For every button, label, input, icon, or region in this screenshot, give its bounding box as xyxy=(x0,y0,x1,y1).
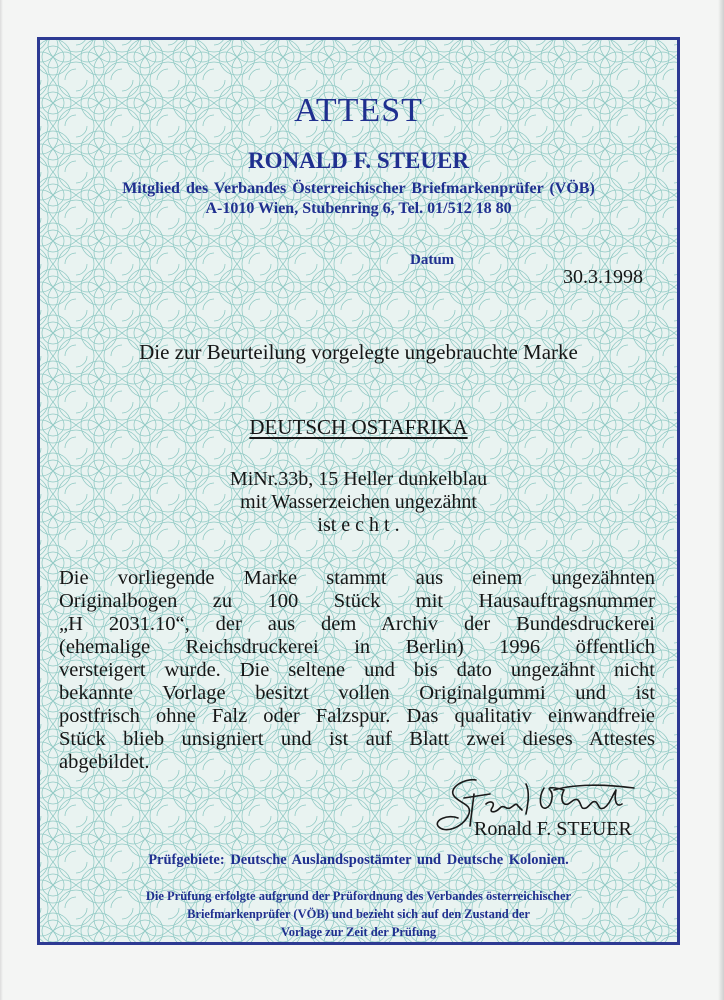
stamp-verdict: ist e c h t . xyxy=(317,514,400,536)
stamp-watermark-line: mit Wasserzeichen ungezähnt xyxy=(240,491,477,513)
certificate-content xyxy=(40,40,677,942)
footer-note-line: Vorlage zur Zeit der Prüfung xyxy=(280,925,437,939)
body-line: „H 2031.10“, der aus dem Archiv der Bundesdruckerei xyxy=(59,613,655,635)
association-line: Mitglied des Verbandes Österreichischer Briefmarkenprüfer (VÖB) xyxy=(122,180,595,197)
issuer-name: RONALD F. STEUER xyxy=(248,148,469,173)
body-line: versteigert wurde. Die seltene und bis dato ungezähnt nicht xyxy=(59,659,655,681)
stamp-country: DEUTSCH OSTAFRIKA xyxy=(249,415,468,439)
address-line: A-1010 Wien, Stubenring 6, Tel. 01/512 18 80 xyxy=(205,200,512,217)
body-line: bekannte Vorlage besitzt vollen Originalgummi und ist xyxy=(59,682,655,704)
date-value: 30.3.1998 xyxy=(563,266,643,288)
footer-note-line: Briefmarkenprüfer (VÖB) und bezieht sich auf den Zustand der xyxy=(187,907,530,921)
certificate-frame xyxy=(37,37,680,945)
intro-sentence: Die zur Beurteilung vorgelegte ungebrauchte Marke xyxy=(139,340,578,364)
body-line: abgebildet. xyxy=(59,751,150,773)
testing-areas: Prüfgebiete: Deutsche Auslandspostämter und Deutsche Kolonien. xyxy=(148,852,569,868)
body-line: postfrisch ohne Falz oder Falzspur. Das qualitativ einwandfreie xyxy=(59,705,655,727)
body-line: Die vorliegende Marke stammt aus einem ungezähnten xyxy=(59,567,655,589)
body-line: (ehemalige Reichsdruckerei in Berlin) 1996 öffentlich xyxy=(59,636,655,658)
body-line: Originalbogen zu 100 Stück mit Hausauftragsnummer xyxy=(59,590,655,612)
certificate-title: ATTEST xyxy=(294,92,423,129)
certificate-body xyxy=(59,567,655,774)
body-line: Stück blieb unsigniert und ist auf Blatt zwei dieses Attestes xyxy=(59,728,655,750)
date-label: Datum xyxy=(410,252,455,268)
stamp-catalogue-line: MiNr.33b, 15 Heller dunkelblau xyxy=(229,468,488,490)
footer-note-line: Die Prüfung erfolgte aufgrund der Prüfordnung des Verbandes österreichischer xyxy=(145,889,572,903)
signer-name: Ronald F. STEUER xyxy=(474,818,632,840)
